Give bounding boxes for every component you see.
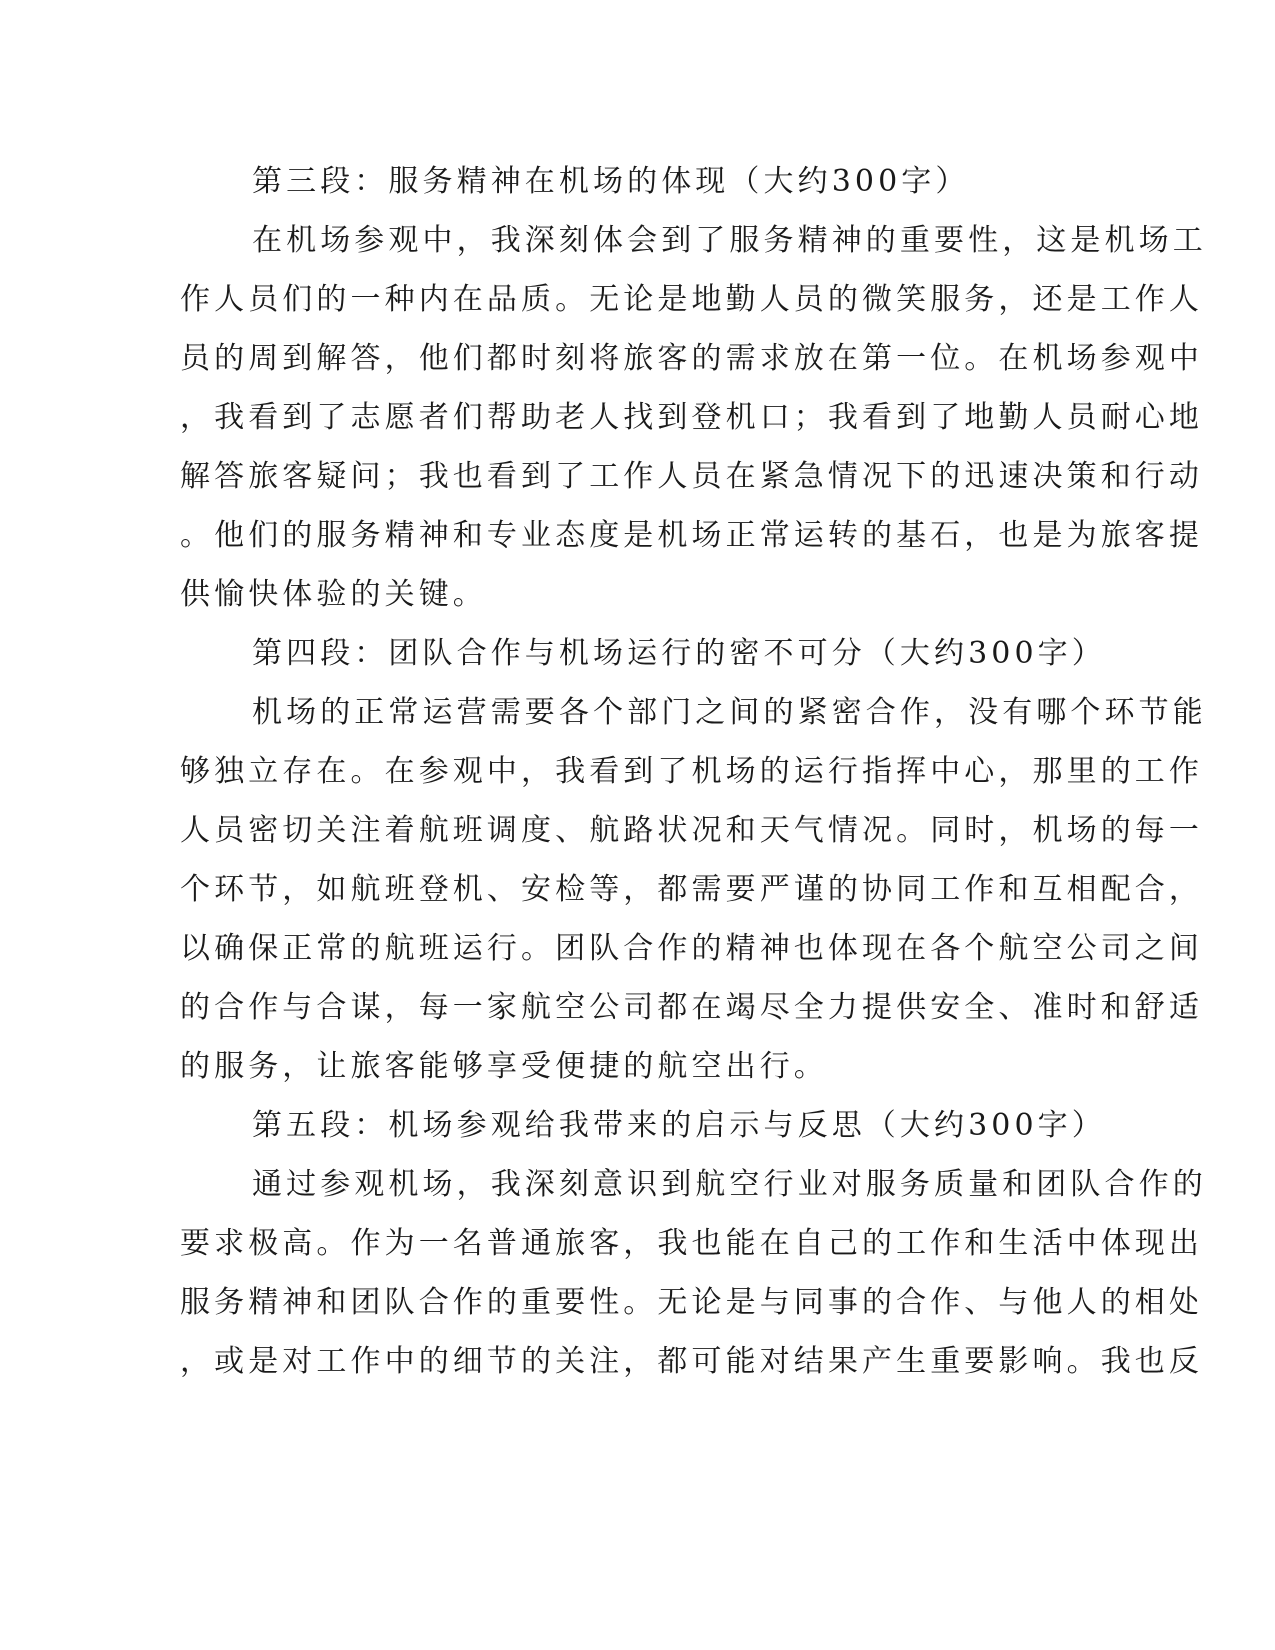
paragraph-line: 供愉快体验的关键。	[180, 577, 487, 612]
paragraph-line: 人员密切关注着航班调度、航路状况和天气情况。同时，机场的每一	[180, 813, 1203, 848]
paragraph-line: 在机场参观中，我深刻体会到了服务精神的重要性，这是机场工	[252, 223, 1207, 258]
paragraph-line: 。他们的服务精神和专业态度是机场正常运转的基石，也是为旅客提	[180, 518, 1203, 553]
paragraph-line: 解答旅客疑问；我也看到了工作人员在紧急情况下的迅速决策和行动	[180, 459, 1203, 494]
paragraph-line: 员的周到解答，他们都时刻将旅客的需求放在第一位。在机场参观中	[180, 341, 1203, 376]
paragraph-line: ，我看到了志愿者们帮助老人找到登机口；我看到了地勤人员耐心地	[180, 400, 1203, 435]
paragraph-line: 要求极高。作为一名普通旅客，我也能在自己的工作和生活中体现出	[180, 1226, 1203, 1261]
heading-section-4: 第四段：团队合作与机场运行的密不可分（大约300字）	[252, 636, 1106, 671]
paragraph-line: 通过参观机场，我深刻意识到航空行业对服务质量和团队合作的	[252, 1167, 1207, 1202]
paragraph-line: ，或是对工作中的细节的关注，都可能对结果产生重要影响。我也反	[180, 1344, 1203, 1379]
paragraph-line: 的服务，让旅客能够享受便捷的航空出行。	[180, 1049, 828, 1084]
paragraph-line: 够独立存在。在参观中，我看到了机场的运行指挥中心，那里的工作	[180, 754, 1203, 789]
heading-section-5: 第五段：机场参观给我带来的启示与反思（大约300字）	[252, 1108, 1106, 1143]
heading-section-3: 第三段：服务精神在机场的体现（大约300字）	[252, 164, 970, 199]
paragraph-line: 服务精神和团队合作的重要性。无论是与同事的合作、与他人的相处	[180, 1285, 1203, 1320]
paragraph-line: 个环节，如航班登机、安检等，都需要严谨的协同工作和互相配合，	[180, 872, 1203, 907]
paragraph-line: 以确保正常的航班运行。团队合作的精神也体现在各个航空公司之间	[180, 931, 1203, 966]
paragraph-line: 作人员们的一种内在品质。无论是地勤人员的微笑服务，还是工作人	[180, 282, 1203, 317]
paragraph-line: 的合作与合谋，每一家航空公司都在竭尽全力提供安全、准时和舒适	[180, 990, 1203, 1025]
paragraph-line: 机场的正常运营需要各个部门之间的紧密合作，没有哪个环节能	[252, 695, 1207, 730]
